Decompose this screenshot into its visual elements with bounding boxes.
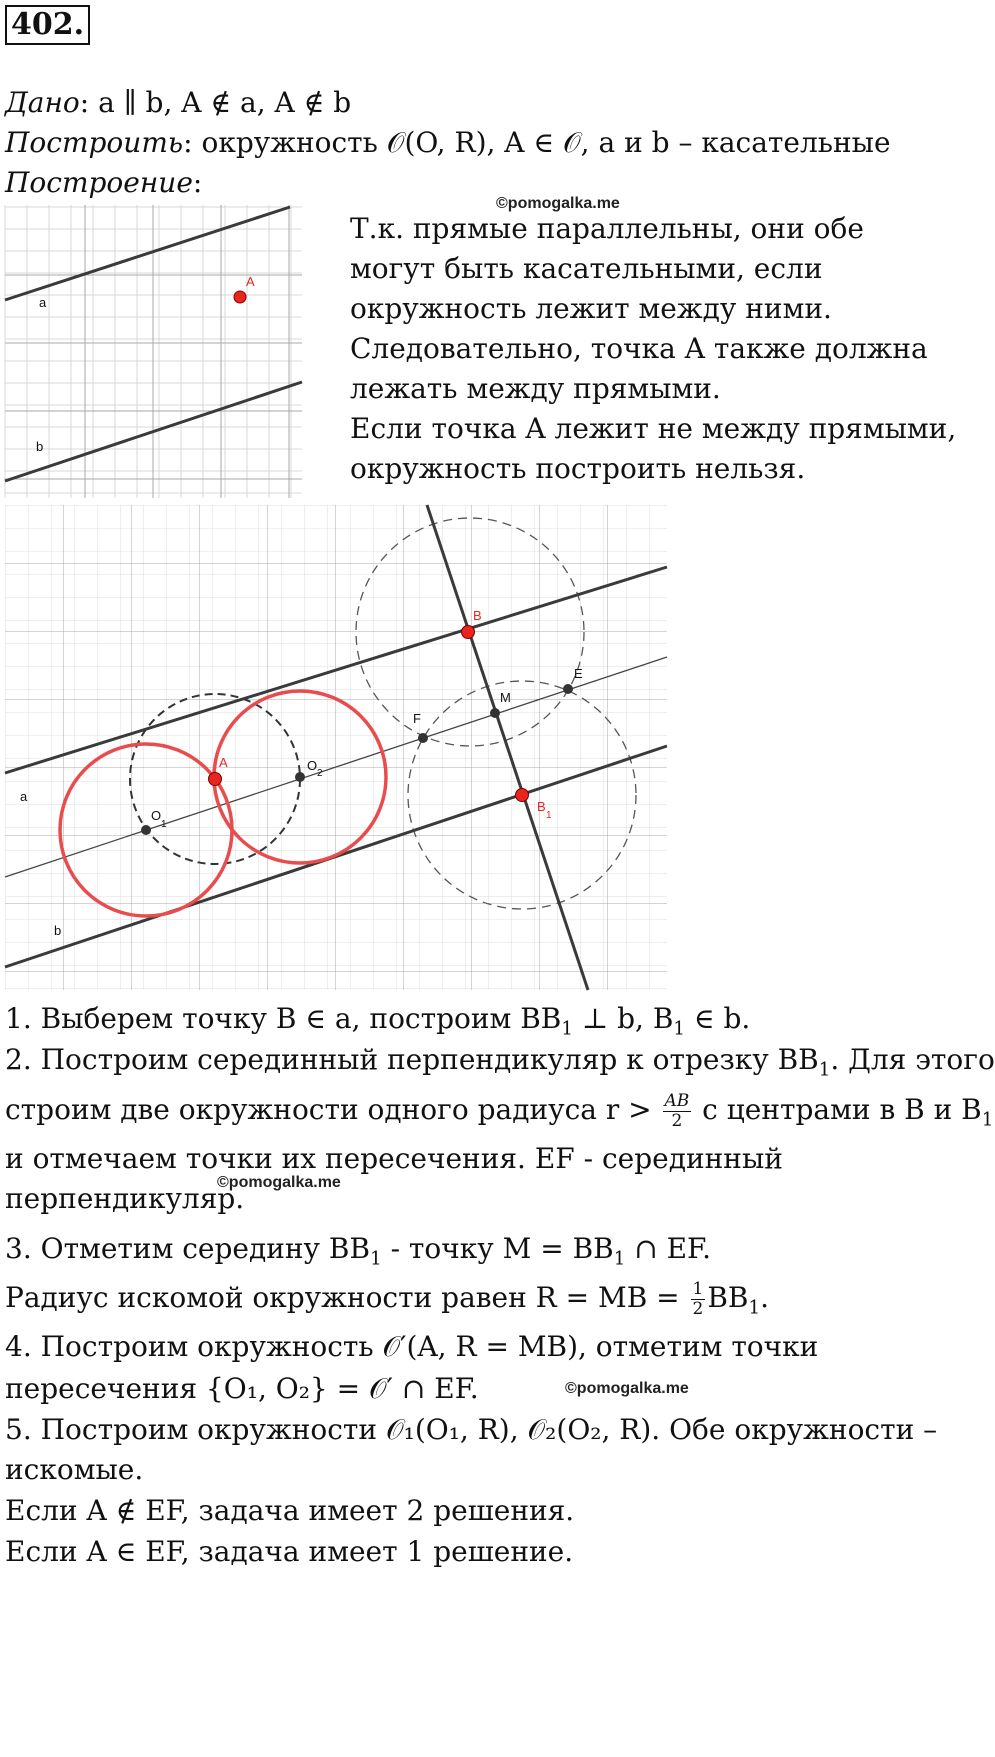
label-a: a xyxy=(20,789,28,804)
fraction-bottom: 2 xyxy=(692,1299,704,1319)
label-a: a xyxy=(39,295,47,310)
grid-fig1-major xyxy=(5,205,302,498)
fraction-bottom: 2 xyxy=(671,1111,683,1131)
explanation-line-2: могут быть касательными, если xyxy=(350,252,823,285)
label-B1: B xyxy=(537,799,546,814)
step-1-part-b: ⊥ b, B xyxy=(572,1002,674,1035)
point-F xyxy=(418,733,428,743)
point-O1 xyxy=(141,825,151,835)
case-one-solution: Если A ∈ EF, задача имеет 1 решение. xyxy=(5,1535,574,1568)
problem-number: 402. xyxy=(5,5,90,45)
step-3-part-a: 3. Отметим середину BB xyxy=(5,1232,371,1265)
explanation-line-1: Т.к. прямые параллельны, они обе xyxy=(350,212,864,245)
step-1 xyxy=(5,1002,751,1040)
label-O2-sub: 2 xyxy=(317,768,323,779)
given-label: Дано xyxy=(5,86,80,119)
construct-line xyxy=(5,126,891,160)
step-3-part-b: - точку M = BB xyxy=(381,1232,614,1265)
label-F: F xyxy=(413,711,421,726)
point-A xyxy=(209,773,222,786)
watermark-2: ©pomogalka.me xyxy=(217,1174,341,1191)
case-two-solutions: Если A ∉ EF, задача имеет 2 решения. xyxy=(5,1494,575,1527)
label-O2: O xyxy=(307,758,318,773)
explanation-line-3: окружность лежит между ними. xyxy=(350,292,832,325)
grid-fig2-major xyxy=(5,505,667,990)
step-1-end: ∈ b. xyxy=(684,1002,751,1035)
step-3-sub-b: 1 xyxy=(613,1248,626,1270)
label-b: b xyxy=(36,439,44,454)
radius-bb: BB xyxy=(707,1281,749,1314)
point-A xyxy=(234,291,246,303)
construction-colon: : xyxy=(192,166,203,199)
step-3-end: ∩ EF. xyxy=(625,1232,712,1265)
label-O1-sub: 1 xyxy=(161,819,167,830)
fraction-top: 1 xyxy=(692,1279,704,1299)
point-O2 xyxy=(295,772,305,782)
point-B xyxy=(462,626,475,639)
step-2-l2-text: строим две окружности одного радиуса r > xyxy=(5,1093,661,1126)
figure-construction xyxy=(5,505,667,990)
construct-text: : окружность 𝒪(O, R), A ∈ 𝒪, a и b – касательные xyxy=(183,126,891,159)
step-3-sub-a: 1 xyxy=(370,1248,382,1270)
explanation-line-5: лежать между прямыми. xyxy=(350,372,721,405)
step-2-l1-text: 2. Построим серединный перпендикуляр к отрезку BB xyxy=(5,1043,819,1076)
step-1-sub-a: 1 xyxy=(561,1018,573,1040)
radius-sub: 1 xyxy=(748,1297,761,1319)
explanation-line-4: Следовательно, точка A также должна xyxy=(350,332,928,365)
step-2-l2-sub: 1 xyxy=(981,1109,994,1131)
step-1-part-a: 1. Выберем точку B ∈ a, построим BB xyxy=(5,1002,562,1035)
step-5-line-1: 5. Построим окружности 𝒪₁(O₁, R), 𝒪₂(O₂, R). Обе окружности – xyxy=(5,1413,938,1446)
fraction-ab-over-2 xyxy=(663,1092,692,1131)
figure-given xyxy=(5,205,302,498)
label-O1: O xyxy=(151,808,162,823)
radius-line xyxy=(5,1280,769,1319)
step-1-sub-b: 1 xyxy=(673,1018,685,1040)
construction-line xyxy=(5,166,202,200)
fraction-top: AB xyxy=(664,1091,690,1111)
step-3 xyxy=(5,1232,712,1270)
label-b: b xyxy=(54,923,62,938)
label-M: M xyxy=(500,690,511,705)
step-2-l1-end: . Для этого xyxy=(830,1043,995,1076)
construct-label: Построить xyxy=(5,126,184,159)
step-4-line-1: 4. Построим окружность 𝒪′(A, R = MB), отметим точки xyxy=(5,1330,819,1363)
watermark-1: ©pomogalka.me xyxy=(496,195,620,212)
point-B1 xyxy=(516,789,529,802)
label-E: E xyxy=(574,666,583,681)
label-B1-sub: 1 xyxy=(546,810,552,821)
construction-label: Построение xyxy=(5,166,193,199)
label-A: A xyxy=(219,755,228,770)
step-5-line-2: искомые. xyxy=(5,1453,144,1486)
label-B: B xyxy=(473,608,482,623)
step-2-line-3: и отмечаем точки их пересечения. EF - серединный xyxy=(5,1142,783,1175)
step-2-line-2 xyxy=(5,1092,993,1131)
step-2-l2-end: с центрами в B и B xyxy=(693,1093,982,1126)
step-2-l1-sub: 1 xyxy=(818,1059,831,1081)
step-2-line-4: перпендикуляр. xyxy=(5,1182,245,1215)
point-M xyxy=(490,708,500,718)
fraction-one-half xyxy=(691,1280,706,1319)
explanation-block xyxy=(350,209,956,489)
given-text: : a ∥ b, A ∉ a, A ∉ b xyxy=(79,86,352,119)
point-E xyxy=(563,684,573,694)
radius-text: Радиус искомой окружности равен R = MB = xyxy=(5,1281,689,1314)
given-line xyxy=(5,86,351,120)
step-4-line-2: пересечения {O₁, O₂} = 𝒪′ ∩ EF. xyxy=(5,1372,479,1405)
explanation-line-7: окружность построить нельзя. xyxy=(350,452,806,485)
radius-end: . xyxy=(760,1281,769,1314)
explanation-line-6: Если точка A лежит не между прямыми, xyxy=(350,412,957,445)
label-A: A xyxy=(246,274,255,289)
step-2-line-1 xyxy=(5,1043,995,1081)
watermark-3: ©pomogalka.me xyxy=(565,1380,689,1397)
